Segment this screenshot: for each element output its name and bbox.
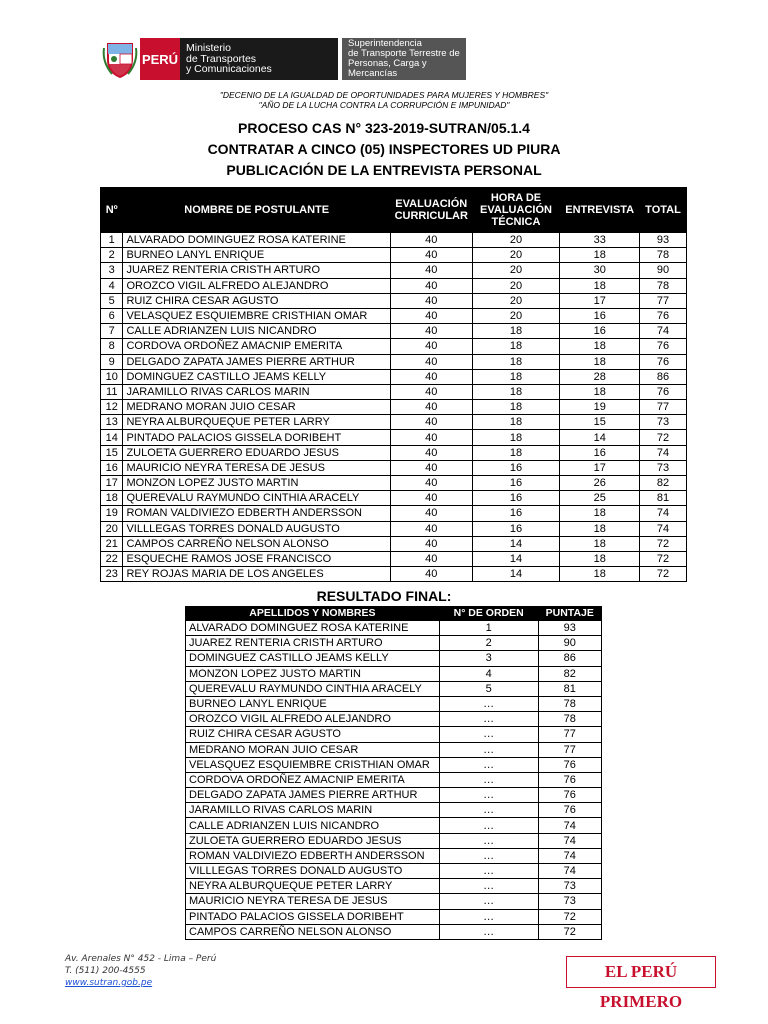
table-cell: DELGADO ZAPATA JAMES PIERRE ARTHUR (123, 354, 390, 369)
decenio-text: "DECENIO DE LA IGUALDAD DE OPORTUNIDADES PARA MUJERES Y HOMBRES" "AÑO DE LA LUCHA CONTRA LA CORRUPCIÓN E IMPUNIDAD" (219, 90, 549, 110)
table-cell: 40 (390, 430, 472, 445)
table-cell: MEDRANO MORAN JUIO CESAR (123, 400, 390, 415)
table-cell: 78 (640, 278, 687, 293)
table-cell: QUEREVALU RAYMUNDO CINTHIA ARACELY (123, 491, 390, 506)
table-cell: 15 (101, 445, 123, 460)
table-cell: VILLLEGAS TORRES DONALD AUGUSTO (186, 864, 440, 879)
table-row (186, 666, 602, 681)
table-cell: ALVARADO DOMINGUEZ ROSA KATERINE (123, 233, 390, 248)
table-cell: 76 (538, 772, 601, 787)
table-cell: 40 (390, 476, 472, 491)
table-cell: 40 (390, 460, 472, 475)
table-cell: 5 (439, 681, 538, 696)
table-row (101, 339, 687, 354)
table-cell: 76 (538, 757, 601, 772)
table-cell: 40 (390, 293, 472, 308)
final-results-table (185, 606, 602, 940)
table-cell: 86 (640, 369, 687, 384)
table-cell: 16 (101, 460, 123, 475)
table-cell: 40 (390, 400, 472, 415)
table-cell: 78 (640, 248, 687, 263)
table-cell: … (439, 757, 538, 772)
table-cell: 14 (472, 536, 560, 551)
table-cell: 1 (439, 621, 538, 636)
table-row (101, 445, 687, 460)
table-cell: JUAREZ RENTERIA CRISTH ARTURO (186, 636, 440, 651)
table-cell: RUIZ CHIRA CESAR AGUSTO (123, 293, 390, 308)
table-cell: MAURICIO NEYRA TERESA DE JESUS (123, 460, 390, 475)
table-row (186, 651, 602, 666)
table-cell: MEDRANO MORAN JUIO CESAR (186, 742, 440, 757)
table-row (186, 788, 602, 803)
table-cell: 40 (390, 491, 472, 506)
table-cell: 5 (101, 293, 123, 308)
table-cell: 20 (472, 308, 560, 323)
table-cell: 17 (560, 460, 640, 475)
footer-contact (65, 953, 216, 989)
table-header-row (186, 607, 602, 621)
table-cell: 81 (640, 491, 687, 506)
table-row (186, 727, 602, 742)
table-cell: 20 (472, 248, 560, 263)
table-cell: MAURICIO NEYRA TERESA DE JESUS (186, 894, 440, 909)
table-cell: DELGADO ZAPATA JAMES PIERRE ARTHUR (186, 788, 440, 803)
table-row (186, 848, 602, 863)
contract-title: CONTRATAR A CINCO (05) INSPECTORES UD PIURA (207, 141, 561, 157)
table-cell: 33 (560, 233, 640, 248)
table-cell: 17 (101, 476, 123, 491)
table-row (186, 879, 602, 894)
table-cell: 40 (390, 248, 472, 263)
table-cell: 77 (640, 400, 687, 415)
column-header: TOTAL (640, 188, 687, 233)
publication-title: PUBLICACIÓN DE LA ENTREVISTA PERSONAL (226, 162, 542, 178)
table-cell: NEYRA ALBURQUEQUE PETER LARRY (123, 415, 390, 430)
table-cell: 15 (560, 415, 640, 430)
table-cell: JARAMILLO RIVAS CARLOS MARIN (186, 803, 440, 818)
table-cell: VELASQUEZ ESQUIEMBRE CRISTHIAN OMAR (186, 757, 440, 772)
table-cell: 18 (472, 324, 560, 339)
table-row (101, 460, 687, 475)
table-cell: … (439, 712, 538, 727)
table-cell: 18 (472, 400, 560, 415)
table-cell: 21 (101, 536, 123, 551)
column-header: APELLIDOS Y NOMBRES (186, 607, 440, 621)
table-cell: 72 (640, 567, 687, 582)
table-cell: 25 (560, 491, 640, 506)
table-row (101, 293, 687, 308)
table-cell: 11 (101, 384, 123, 399)
table-cell: 13 (101, 415, 123, 430)
table-cell: 18 (101, 491, 123, 506)
table-cell: … (439, 848, 538, 863)
table-cell: 18 (560, 551, 640, 566)
table-cell: 74 (538, 864, 601, 879)
table-cell: 74 (538, 848, 601, 863)
column-header: PUNTAJE (538, 607, 601, 621)
table-cell: … (439, 833, 538, 848)
table-cell: 40 (390, 278, 472, 293)
footer-website-link[interactable]: www.sutran.gob.pe (65, 978, 153, 988)
table-row (186, 712, 602, 727)
table-row (186, 772, 602, 787)
table-cell: 18 (560, 339, 640, 354)
table-cell: ALVARADO DOMINGUEZ ROSA KATERINE (186, 621, 440, 636)
table-cell: DOMINGUEZ CASTILLO JEAMS KELLY (123, 369, 390, 384)
table-cell: 3 (101, 263, 123, 278)
column-header: ENTREVISTA (560, 188, 640, 233)
table-cell: 18 (472, 354, 560, 369)
table-cell: 40 (390, 445, 472, 460)
table-row (101, 400, 687, 415)
table-cell: 16 (472, 506, 560, 521)
table-cell: … (439, 742, 538, 757)
table-cell: 40 (390, 308, 472, 323)
table-cell: 18 (472, 384, 560, 399)
table-cell: 40 (390, 506, 472, 521)
table-cell: NEYRA ALBURQUEQUE PETER LARRY (186, 879, 440, 894)
table-row (101, 354, 687, 369)
table-cell: 10 (101, 369, 123, 384)
table-row (101, 430, 687, 445)
interview-results-table (100, 187, 687, 582)
table-cell: 40 (390, 339, 472, 354)
table-row (101, 233, 687, 248)
table-cell: 74 (640, 521, 687, 536)
table-cell: 82 (538, 666, 601, 681)
table-cell: 40 (390, 521, 472, 536)
table-cell: … (439, 879, 538, 894)
table-cell: ROMAN VALDIVIEZO EDBERTH ANDERSSON (186, 848, 440, 863)
table-cell: 26 (560, 476, 640, 491)
column-header: Nº (101, 188, 123, 233)
table-cell: 40 (390, 354, 472, 369)
table-cell: 16 (560, 445, 640, 460)
table-cell: 40 (390, 324, 472, 339)
table-cell: BURNEO LANYL ENRIQUE (123, 248, 390, 263)
table-row (101, 506, 687, 521)
table-row (186, 696, 602, 711)
table-cell: 2 (439, 636, 538, 651)
table-cell: 4 (101, 278, 123, 293)
table-row (101, 369, 687, 384)
table-cell: CALLE ADRIANZEN LUIS NICANDRO (123, 324, 390, 339)
table-row (186, 833, 602, 848)
peru-label: PERÚ (140, 38, 180, 80)
table-cell: MONZON LOPEZ JUSTO MARTIN (186, 666, 440, 681)
table-cell: CORDOVA ORDOÑEZ AMACNIP EMERITA (123, 339, 390, 354)
table-cell: … (439, 818, 538, 833)
table-cell: 74 (538, 818, 601, 833)
table-cell: 82 (640, 476, 687, 491)
document-titles (0, 118, 768, 181)
table-cell: DOMINGUEZ CASTILLO JEAMS KELLY (186, 651, 440, 666)
table-row (186, 621, 602, 636)
table-row (186, 864, 602, 879)
table-cell: 40 (390, 263, 472, 278)
table-cell: 86 (538, 651, 601, 666)
table-cell: 18 (560, 521, 640, 536)
table-cell: 77 (538, 742, 601, 757)
table-cell: 22 (101, 551, 123, 566)
table-cell: ZULOETA GUERRERO EDUARDO JESUS (123, 445, 390, 460)
table-cell: 74 (538, 833, 601, 848)
table-cell: 93 (640, 233, 687, 248)
table-cell: 7 (101, 324, 123, 339)
table-cell: JUAREZ RENTERIA CRISTH ARTURO (123, 263, 390, 278)
table-cell: 14 (560, 430, 640, 445)
table-cell: 16 (472, 491, 560, 506)
table-cell: OROZCO VIGIL ALFREDO ALEJANDRO (123, 278, 390, 293)
table-row (186, 681, 602, 696)
table-cell: 18 (560, 354, 640, 369)
table-cell: 72 (640, 536, 687, 551)
agency-label: Superintendencia de Transporte Terrestre de Personas, Carga y Mercancías (342, 38, 466, 80)
slogan-logo: EL PERÚ PRIMERO (566, 956, 716, 988)
table-cell: 18 (560, 384, 640, 399)
table-cell: 30 (560, 263, 640, 278)
table-cell: 14 (472, 567, 560, 582)
table-row (101, 384, 687, 399)
table-cell: … (439, 788, 538, 803)
table-cell: ESQUECHE RAMOS JOSE FRANCISCO (123, 551, 390, 566)
table-cell: 16 (560, 324, 640, 339)
table-cell: 73 (538, 879, 601, 894)
table-cell: 73 (640, 415, 687, 430)
table-cell: 40 (390, 384, 472, 399)
table-row (101, 248, 687, 263)
table-cell: 76 (640, 354, 687, 369)
table-cell: PINTADO PALACIOS GISSELA DORIBEHT (186, 909, 440, 924)
table-cell: 20 (472, 293, 560, 308)
table-cell: 72 (640, 430, 687, 445)
table-cell: 16 (472, 476, 560, 491)
column-header: N° DE ORDEN (439, 607, 538, 621)
table-cell: 72 (640, 551, 687, 566)
column-header: HORA DE EVALUACIÓN TÉCNICA (472, 188, 560, 233)
table-cell: OROZCO VIGIL ALFREDO ALEJANDRO (186, 712, 440, 727)
table-cell: 40 (390, 551, 472, 566)
table-cell: … (439, 909, 538, 924)
table-row (101, 278, 687, 293)
table-cell: 76 (640, 308, 687, 323)
table-row (186, 894, 602, 909)
table-cell: 90 (538, 636, 601, 651)
column-header: EVALUACIÓN CURRICULAR (390, 188, 472, 233)
table-cell: 16 (472, 460, 560, 475)
table-cell: 18 (472, 430, 560, 445)
table-cell: RUIZ CHIRA CESAR AGUSTO (186, 727, 440, 742)
table-cell: … (439, 864, 538, 879)
table-cell: CAMPOS CARREÑO NELSON ALONSO (186, 924, 440, 939)
table-row (101, 551, 687, 566)
table-row (101, 521, 687, 536)
table-cell: … (439, 924, 538, 939)
header-logos (100, 38, 466, 80)
table-row (186, 909, 602, 924)
table-row (186, 803, 602, 818)
table-cell: CORDOVA ORDOÑEZ AMACNIP EMERITA (186, 772, 440, 787)
table-cell: 18 (472, 339, 560, 354)
table-row (101, 536, 687, 551)
table-cell: 76 (640, 339, 687, 354)
table-cell: BURNEO LANYL ENRIQUE (186, 696, 440, 711)
table-row (186, 636, 602, 651)
footer-address: Av. Arenales N° 452 - Lima – Perú (65, 954, 217, 964)
table-cell: VELASQUEZ ESQUIEMBRE CRISTHIAN OMAR (123, 308, 390, 323)
table-row (101, 263, 687, 278)
table-cell: 1 (101, 233, 123, 248)
table-cell: 73 (640, 460, 687, 475)
table-cell: PINTADO PALACIOS GISSELA DORIBEHT (123, 430, 390, 445)
table-cell: 23 (101, 567, 123, 582)
table-cell: JARAMILLO RIVAS CARLOS MARIN (123, 384, 390, 399)
table-cell: … (439, 696, 538, 711)
table-cell: 17 (560, 293, 640, 308)
table-cell: 9 (101, 354, 123, 369)
table-row (186, 924, 602, 939)
table-cell: 93 (538, 621, 601, 636)
table-cell: 28 (560, 369, 640, 384)
table-row (186, 818, 602, 833)
table-cell: 74 (640, 506, 687, 521)
table-cell: ROMAN VALDIVIEZO EDBERTH ANDERSSON (123, 506, 390, 521)
table-cell: 78 (538, 712, 601, 727)
table-cell: QUEREVALU RAYMUNDO CINTHIA ARACELY (186, 681, 440, 696)
table-cell: 40 (390, 415, 472, 430)
table-cell: 8 (101, 339, 123, 354)
peru-coat-of-arms-icon (100, 38, 140, 80)
table-cell: MONZON LOPEZ JUSTO MARTIN (123, 476, 390, 491)
table-cell: 81 (538, 681, 601, 696)
table-cell: REY ROJAS MARIA DE LOS ANGELES (123, 567, 390, 582)
table-row (101, 476, 687, 491)
table-cell: 90 (640, 263, 687, 278)
process-title: PROCESO CAS N° 323-2019-SUTRAN/05.1.4 (238, 120, 530, 136)
table-cell: CALLE ADRIANZEN LUIS NICANDRO (186, 818, 440, 833)
result-title: RESULTADO FINAL: (316, 588, 452, 604)
table-cell: … (439, 727, 538, 742)
table-cell: 18 (560, 506, 640, 521)
table-cell: 78 (538, 696, 601, 711)
table-cell: 74 (640, 324, 687, 339)
table-row (186, 757, 602, 772)
table-cell: 18 (560, 278, 640, 293)
table-cell: 16 (472, 521, 560, 536)
table-cell: … (439, 803, 538, 818)
table-cell: 19 (560, 400, 640, 415)
table-cell: 20 (472, 233, 560, 248)
table-cell: CAMPOS CARREÑO NELSON ALONSO (123, 536, 390, 551)
table-cell: 77 (640, 293, 687, 308)
table-cell: 12 (101, 400, 123, 415)
table-cell: 20 (472, 263, 560, 278)
table-cell: 40 (390, 233, 472, 248)
table-row (101, 567, 687, 582)
table-cell: 14 (101, 430, 123, 445)
table-cell: 6 (101, 308, 123, 323)
table-cell: 72 (538, 924, 601, 939)
table-header-row (101, 188, 687, 233)
table-cell: 2 (101, 248, 123, 263)
table-cell: 14 (472, 551, 560, 566)
table-cell: … (439, 894, 538, 909)
table-cell: 18 (560, 567, 640, 582)
table-cell: 73 (538, 894, 601, 909)
table-cell: 77 (538, 727, 601, 742)
table-cell: 18 (472, 445, 560, 460)
table-cell: 76 (538, 788, 601, 803)
table-cell: 40 (390, 369, 472, 384)
table-cell: VILLLEGAS TORRES DONALD AUGUSTO (123, 521, 390, 536)
table-cell: 76 (538, 803, 601, 818)
table-cell: 3 (439, 651, 538, 666)
table-row (101, 491, 687, 506)
table-cell: 4 (439, 666, 538, 681)
table-row (101, 415, 687, 430)
table-row (186, 742, 602, 757)
table-cell: 18 (472, 369, 560, 384)
table-cell: 76 (640, 384, 687, 399)
table-cell: ZULOETA GUERRERO EDUARDO JESUS (186, 833, 440, 848)
table-cell: 72 (538, 909, 601, 924)
column-header: NOMBRE DE POSTULANTE (123, 188, 390, 233)
ministry-label: Ministerio de Transportes y Comunicaciones (180, 38, 338, 80)
table-cell: 40 (390, 536, 472, 551)
table-cell: 19 (101, 506, 123, 521)
table-cell: 74 (640, 445, 687, 460)
table-cell: 20 (101, 521, 123, 536)
table-row (101, 308, 687, 323)
table-cell: 20 (472, 278, 560, 293)
table-cell: 40 (390, 567, 472, 582)
table-cell: 18 (560, 248, 640, 263)
table-cell: 18 (560, 536, 640, 551)
table-cell: … (439, 772, 538, 787)
footer-phone: T. (511) 200-4555 (65, 966, 146, 976)
table-row (101, 324, 687, 339)
table-cell: 16 (560, 308, 640, 323)
table-cell: 18 (472, 415, 560, 430)
